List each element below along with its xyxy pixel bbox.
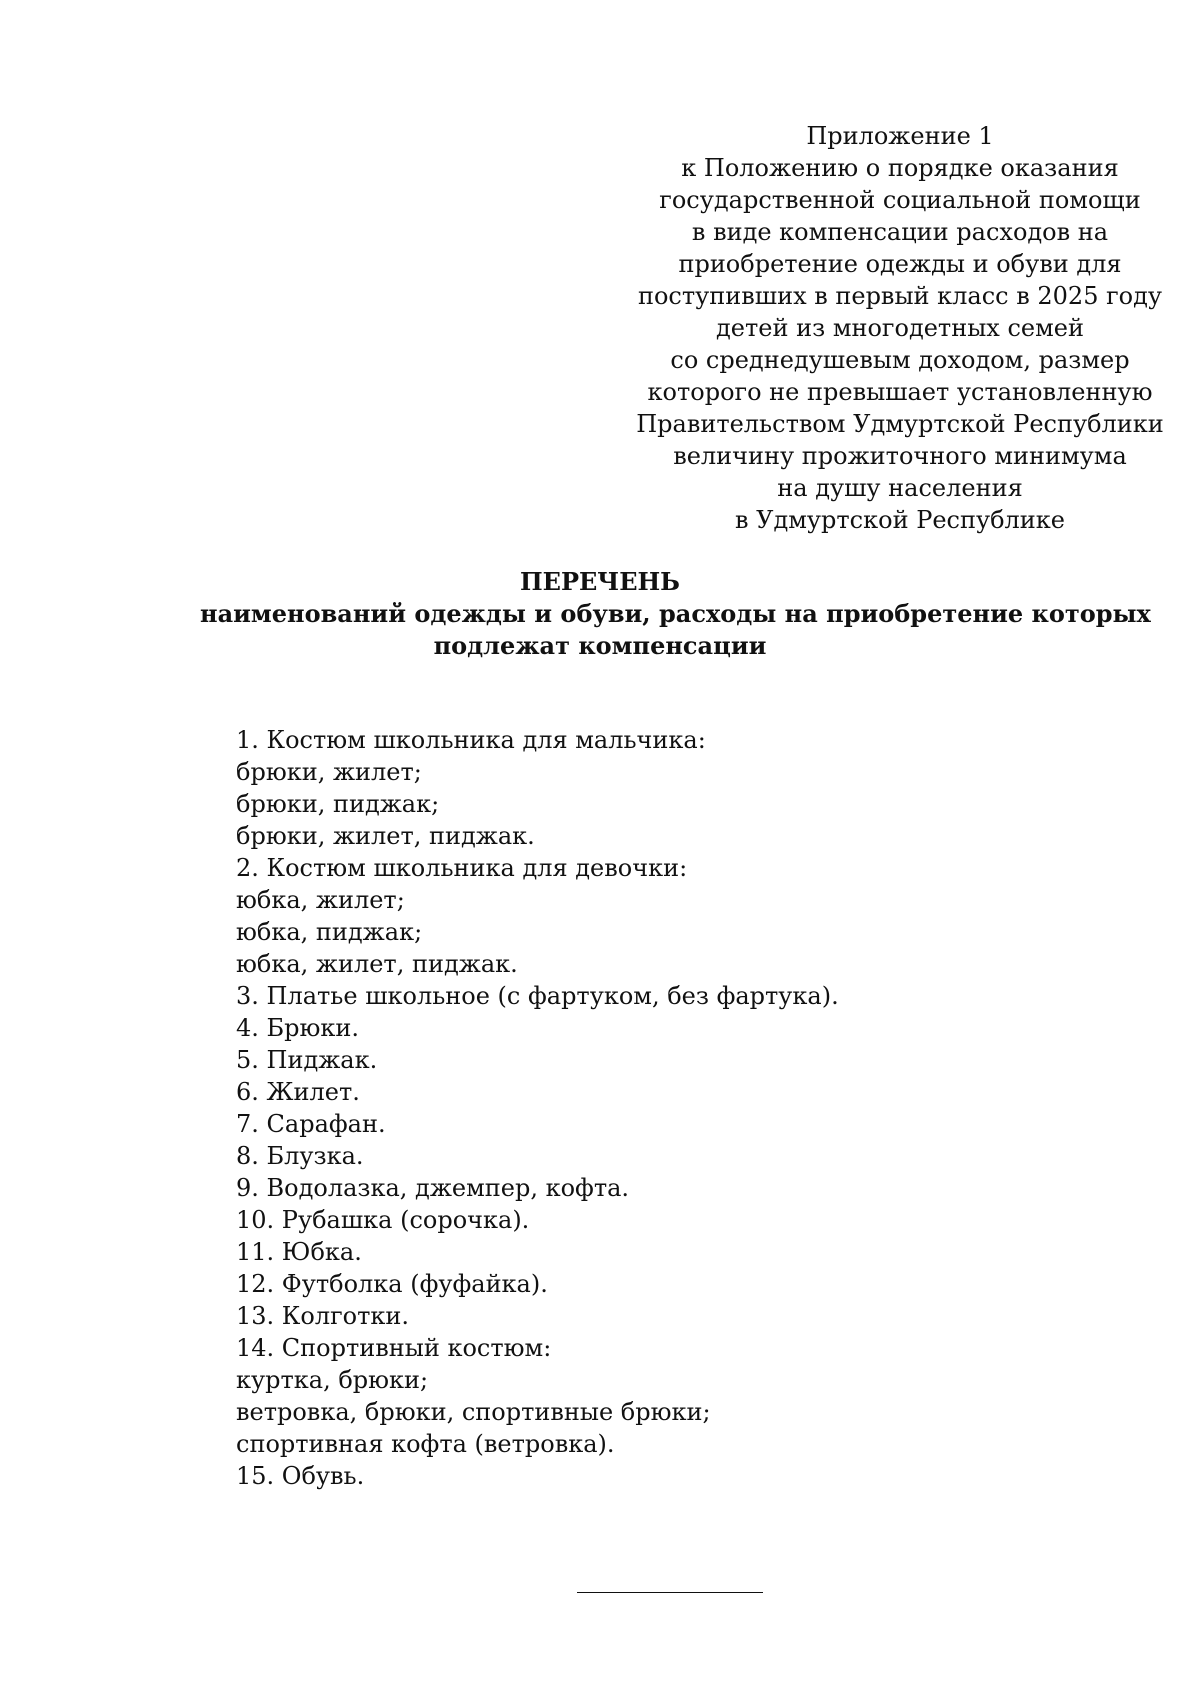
list-item: 15. Обувь. [236,1462,365,1490]
appendix-header-line: в Удмуртской Республике [734,506,1065,534]
list-item: брюки, жилет; [236,758,422,786]
appendix-header-line: поступивших в первый класс в 2025 году [637,282,1163,310]
document-title [200,566,1151,662]
appendix-header-line: на душу населения [777,474,1023,502]
list-item: 7. Сарафан. [236,1110,386,1138]
list-item: 8. Блузка. [236,1142,364,1170]
list-item: юбка, пиджак; [236,918,423,946]
list-item: 2. Костюм школьника для девочки: [236,854,688,882]
list-item: юбка, жилет; [236,886,405,914]
list-item: 14. Спортивный костюм: [236,1334,552,1362]
appendix-header-line: величину прожиточного минимума [673,442,1127,470]
list-item: 4. Брюки. [236,1014,360,1042]
appendix-header-line: приобретение одежды и обуви для [678,250,1122,278]
list-item: 1. Костюм школьника для мальчика: [236,726,706,754]
appendix-header-line: в виде компенсации расходов на [691,218,1109,246]
list-item: 6. Жилет. [236,1078,360,1106]
list-item: ветровка, брюки, спортивные брюки; [236,1398,711,1426]
list-item: юбка, жилет, пиджак. [236,950,518,978]
list-item: 11. Юбка. [236,1238,362,1266]
appendix-header-line: к Положению о порядке оказания [681,154,1119,182]
list-item: 3. Платье школьное (с фартуком, без фартука). [236,982,839,1010]
list-item: 5. Пиджак. [236,1046,378,1074]
appendix-header-line: со среднедушевым доходом, размер [670,346,1130,374]
list-item: брюки, пиджак; [236,790,440,818]
title-subtitle-line: наименований одежды и обуви, расходы на приобретение которых [200,599,1151,628]
list-item: брюки, жилет, пиджак. [236,822,535,850]
title-heading: ПЕРЕЧЕНЬ [520,567,680,596]
list-item: куртка, брюки; [236,1366,429,1394]
appendix-header [620,120,1180,536]
items-list [236,724,839,1492]
appendix-header-line: Приложение 1 [806,122,994,150]
appendix-header-line: государственной социальной помощи [659,186,1141,214]
list-item: 12. Футболка (фуфайка). [236,1270,548,1298]
list-item: 9. Водолазка, джемпер, кофта. [236,1174,630,1202]
list-item: 10. Рубашка (сорочка). [236,1206,530,1234]
title-subtitle-line: подлежат компенсации [433,631,767,660]
end-divider [577,1592,763,1593]
list-item: спортивная кофта (ветровка). [236,1430,615,1458]
appendix-header-line: Правительством Удмуртской Республики [636,410,1164,438]
appendix-header-line: детей из многодетных семей [716,314,1084,342]
appendix-header-line: которого не превышает установленную [647,378,1153,406]
list-item: 13. Колготки. [236,1302,409,1330]
